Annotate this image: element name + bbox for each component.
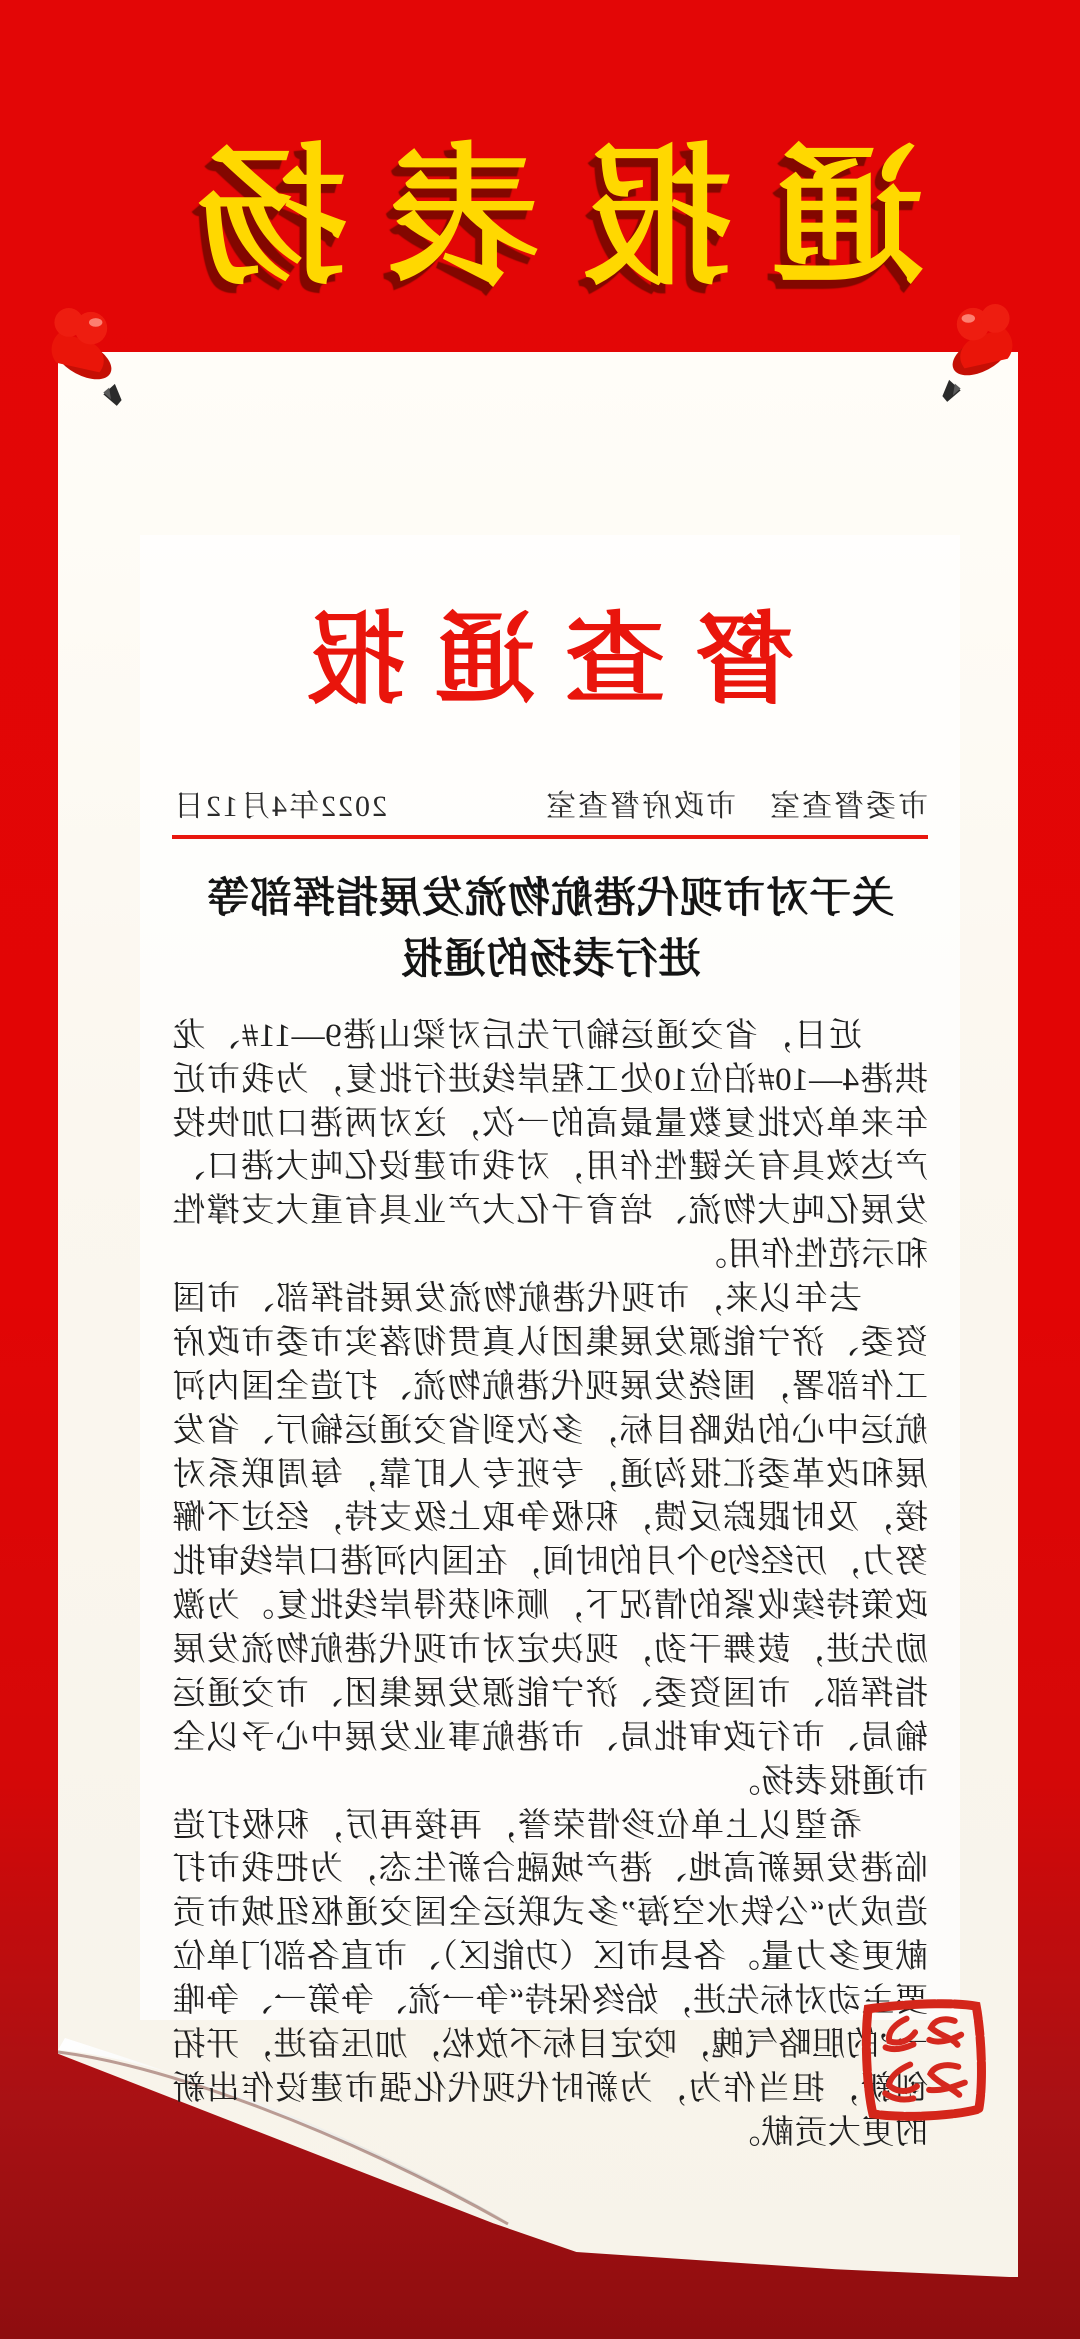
- heading-line-2: 进行表扬的通报: [399, 936, 701, 983]
- body-paragraph: 近日，省交通运输厅先后对梁山港9—11#、龙拱港4—10#泊位10处工程岸线进行批复，为我市近年来单次批复数量最高的一次，这对两港口加快投产达效具有关键性作用，对我市建设亿吨大港口、发展亿吨大物流、培育千亿大产业具有重大支撑性和示范性作用。: [172, 1017, 928, 1274]
- banner-title: 通报表扬: [156, 133, 924, 303]
- heading-line-1: 关于对市现代港航物流发展指挥部等: [206, 876, 895, 922]
- document-body: [172, 1015, 928, 2156]
- pushpin-icon: [40, 300, 136, 412]
- issue-date: 2022年4月12日: [172, 790, 387, 823]
- notice-document: [140, 535, 960, 2151]
- document-heading: [172, 869, 928, 991]
- document-meta-row: [172, 781, 928, 825]
- pushpin-icon: [928, 296, 1024, 408]
- issuer-offices: 市委督查室 市政府督查室: [544, 790, 928, 823]
- body-paragraph: 去年以来，市现代港航物流发展指挥部、市国资委、济宁能源发展集团认真贯彻落实市委市政府工作部署，围绕发展现代港航物流、打造全国内河航运中心的战略目标，多次到省交通运输厅、省发展和改革委汇报沟通，专班专人盯靠，每周联系对接，及时跟踪反馈，积极争取上级支持，经过不懈努力，历经约9个月的时间，在国内河港口岸线审批政策持续收紧的情况下，顺利获得岸线批复。为激励先进，鼓舞干劲，现决定对市现代港航物流发展指挥部、市国资委、济宁能源发展集团、市交通运输局、市行政审批局、市港航事业发展中心予以全市通报表扬。: [172, 1281, 928, 1800]
- body-paragraph: 希望以上单位珍惜荣誉，再接再厉，积极打造临港发展新高地、港产城融合新生态，为把我市打造成为“公铁水空海”多式联运全国交通枢纽城市贡献更多力量。各县市区（功能区）、市直各部门单位要主动对标先进，始终保持“争一流、争第一、争唯一”的胆略气魄，咬定目标不放松，加压奋进，开拓创新，担当作为，为新时代现代化强市建设作出新的更大贡献。: [172, 1807, 928, 2151]
- red-seal-icon: [854, 1990, 995, 2129]
- document-masthead: 督查通报: [275, 605, 795, 716]
- red-divider-rule: [172, 835, 928, 839]
